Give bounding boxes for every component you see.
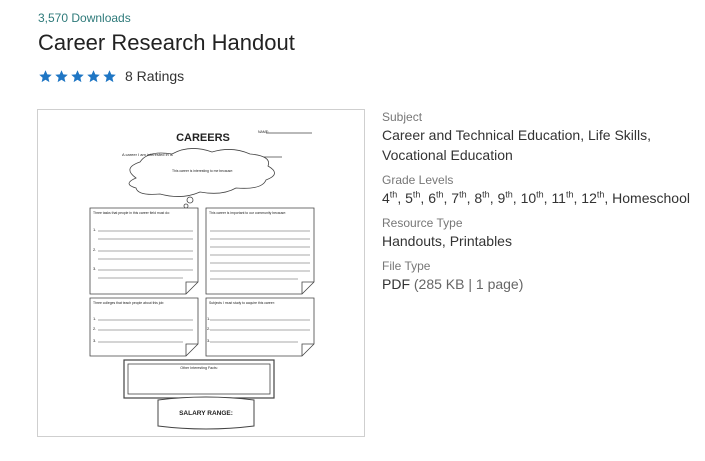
worksheet-box1-title: Three tasks that people in this career field must do: xyxy=(93,211,170,215)
worksheet-num: 1. xyxy=(93,316,97,321)
star-icon xyxy=(86,69,101,84)
star-icon xyxy=(102,69,117,84)
resource-type-value[interactable]: Handouts, Printables xyxy=(382,233,512,249)
rating-summary[interactable] xyxy=(38,68,184,84)
worksheet-thumbnail xyxy=(38,110,364,436)
grade-level[interactable]: 9th xyxy=(497,189,513,206)
grade-level[interactable]: 7th xyxy=(451,189,467,206)
worksheet-box4-title: Subjects I must study to acquire this career: xyxy=(209,301,275,305)
worksheet-num: 1. xyxy=(207,316,211,321)
worksheet-num: 2. xyxy=(207,326,211,331)
star-icon xyxy=(38,69,53,84)
worksheet-box2-title: This career is important to our community because: xyxy=(209,211,287,215)
product-title: Career Research Handout xyxy=(38,30,295,55)
star-icon xyxy=(54,69,69,84)
resource-type-section xyxy=(382,216,702,251)
grade-level[interactable]: 10th xyxy=(520,189,544,206)
worksheet-name-label: NAME: xyxy=(258,130,270,134)
downloads-count: 3,570 Downloads xyxy=(38,11,131,25)
grade-levels-label: Grade Levels xyxy=(382,173,454,187)
grade-level[interactable]: 6th xyxy=(428,189,444,206)
worksheet-num: 1. xyxy=(93,227,97,232)
worksheet-num: 3. xyxy=(93,338,97,343)
ratings-count[interactable]: 8 Ratings xyxy=(125,68,185,84)
worksheet-facts-label: Other Interesting Facts: xyxy=(180,366,218,370)
grade-level[interactable]: 4th xyxy=(382,189,398,206)
worksheet-interest-line: A career I am interested in is xyxy=(122,152,173,157)
worksheet-salary-label: SALARY RANGE: xyxy=(179,410,233,417)
worksheet-box3-title: Three colleges that teach people about this job: xyxy=(93,301,165,305)
resource-type-label: Resource Type xyxy=(382,216,463,230)
grade-level[interactable]: 5th xyxy=(405,189,421,206)
file-type-section xyxy=(382,259,702,294)
file-type-value xyxy=(382,274,702,294)
worksheet-num: 2. xyxy=(93,326,97,331)
worksheet-num: 3. xyxy=(93,266,97,271)
subject-section xyxy=(382,110,702,165)
file-type-label: File Type xyxy=(382,259,431,273)
subject-label: Subject xyxy=(382,110,423,124)
grade-levels-section xyxy=(382,173,702,208)
worksheet-num: 3. xyxy=(207,338,211,343)
star-rating xyxy=(38,69,117,84)
grade-level[interactable]: 11th xyxy=(551,189,574,206)
worksheet-heading: CAREERS xyxy=(176,132,230,144)
grade-level[interactable]: 12th xyxy=(581,189,605,206)
subject-value[interactable]: Career and Technical Education, Life Skills, Vocational Education xyxy=(382,127,652,163)
grade-levels-value[interactable]: 4th, 5th, 6th, 7th, 8th, 9th, 10th, 11th, 12th, Homeschool xyxy=(382,189,690,206)
product-preview-image[interactable] xyxy=(37,109,365,437)
grade-level[interactable]: 8th xyxy=(474,189,490,206)
grade-level[interactable]: Homeschool xyxy=(612,190,690,206)
file-format: PDF xyxy=(382,276,410,292)
file-details: (285 KB | 1 page) xyxy=(413,276,524,292)
product-details xyxy=(382,110,702,302)
worksheet-num: 2. xyxy=(93,247,97,252)
worksheet-cloud-text: This career is interesting to me because: xyxy=(172,169,234,173)
star-icon xyxy=(70,69,85,84)
